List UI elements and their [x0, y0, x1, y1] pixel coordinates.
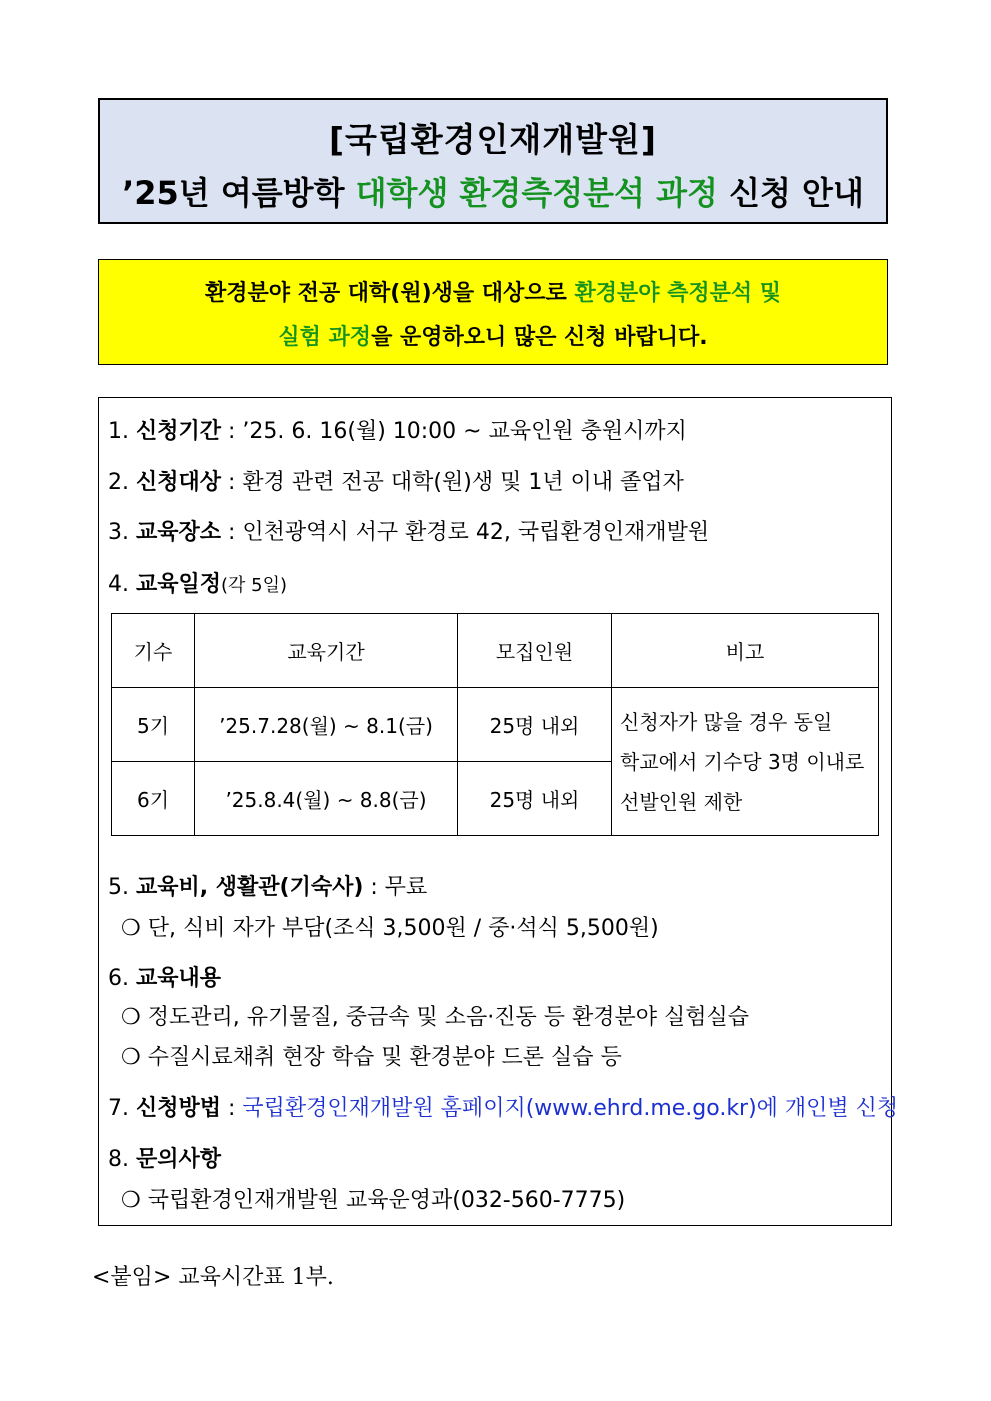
item-label: 교육장소: [136, 520, 222, 545]
item-content: [108, 961, 221, 992]
table-header-row: [112, 614, 879, 688]
item-number: 5.: [108, 875, 129, 900]
title-highlight: 대학생 환경측정분석 과정: [355, 174, 718, 212]
item-label: 신청대상: [136, 470, 222, 495]
notice-line-2: [99, 320, 887, 351]
title-prefix: ’25년 여름방학: [122, 174, 356, 212]
item-number: 1.: [108, 419, 129, 444]
item-value: (각 5일): [221, 575, 288, 596]
item-label: 교육내용: [136, 966, 222, 991]
item-number: 4.: [108, 572, 129, 597]
header-term: 기수: [112, 614, 195, 688]
item-eligibility: [108, 465, 684, 496]
header-period: 교육기간: [195, 614, 458, 688]
remark-line: 신청자가 많을 경우 동일: [620, 709, 833, 734]
item-fees: [108, 870, 427, 901]
cell-capacity: 25명 내외: [458, 688, 612, 762]
item-label: 문의사항: [136, 1147, 222, 1172]
item-inquiries: [108, 1142, 221, 1173]
cell-period: ’25.7.28(월) ~ 8.1(금): [195, 688, 458, 762]
notice-text-1a: 환경분야 전공 대학(원)생을 대상으로: [204, 281, 575, 306]
item-value: : 인천광역시 서구 환경로 42, 국립환경인재개발원: [221, 520, 710, 545]
item-application-period: [108, 414, 687, 445]
title-main: [100, 168, 886, 214]
notice-line-1: [99, 276, 887, 307]
attachment-note: <붙임> 교육시간표 1부.: [92, 1265, 334, 1290]
schedule-table: [111, 613, 879, 836]
cell-remark: [612, 688, 879, 836]
title-suffix: 신청 안내: [717, 174, 864, 212]
notice-text-2b: 을 운영하오니 많은 신청 바랍니다.: [371, 325, 708, 350]
item-number: 3.: [108, 520, 129, 545]
notice-box: [98, 259, 888, 365]
item-number: 2.: [108, 470, 129, 495]
item-schedule: [108, 567, 287, 598]
item-value: : ’25. 6. 16(월) 10:00 ~ 교육인원 충원시까지: [221, 419, 687, 444]
item-label: 교육일정: [136, 572, 222, 597]
cell-term: 5기: [112, 688, 195, 762]
item-label: 신청방법: [136, 1096, 222, 1121]
table-row: [112, 688, 879, 762]
content-bullet-1: ❍ 정도관리, 유기물질, 중금속 및 소음·진동 등 환경분야 실험실습: [121, 1005, 749, 1030]
remark-line: 선발인원 제한: [620, 789, 743, 814]
item-number: 8.: [108, 1147, 129, 1172]
header-remark: 비고: [612, 614, 879, 688]
cell-term: 6기: [112, 762, 195, 836]
notice-text-2a: 실험 과정: [278, 325, 372, 350]
cell-capacity: 25명 내외: [458, 762, 612, 836]
item-colon: :: [221, 1096, 243, 1121]
header-capacity: 모집인원: [458, 614, 612, 688]
item-label: 교육비, 생활관(기숙사): [136, 875, 364, 900]
title-org: [국립환경인재개발원]: [328, 120, 658, 159]
item-value: : 무료: [363, 875, 428, 900]
inquiry-contact: ❍ 국립환경인재개발원 교육운영과(032-560-7775): [121, 1188, 626, 1213]
notice-text-1b: 환경분야 측정분석 및: [574, 281, 782, 306]
item-location: [108, 515, 709, 546]
item-label: 신청기간: [136, 419, 222, 444]
remark-line: 학교에서 기수당 3명 이내로: [620, 749, 865, 774]
title-box: [98, 98, 888, 224]
cell-period: ’25.8.4(월) ~ 8.8(금): [195, 762, 458, 836]
item-number: 6.: [108, 966, 129, 991]
content-bullet-2: ❍ 수질시료채취 현장 학습 및 환경분야 드론 실습 등: [121, 1045, 622, 1070]
application-link-text[interactable]: 국립환경인재개발원 홈페이지(www.ehrd.me.go.kr)에 개인별 신청: [242, 1096, 899, 1121]
item-application-method: [108, 1091, 898, 1122]
item-number: 7.: [108, 1096, 129, 1121]
item-value: : 환경 관련 전공 대학(원)생 및 1년 이내 졸업자: [221, 470, 684, 495]
fees-note: ❍ 단, 식비 자가 부담(조식 3,500원 / 중·석식 5,500원): [121, 916, 659, 941]
info-box: [98, 397, 899, 1226]
